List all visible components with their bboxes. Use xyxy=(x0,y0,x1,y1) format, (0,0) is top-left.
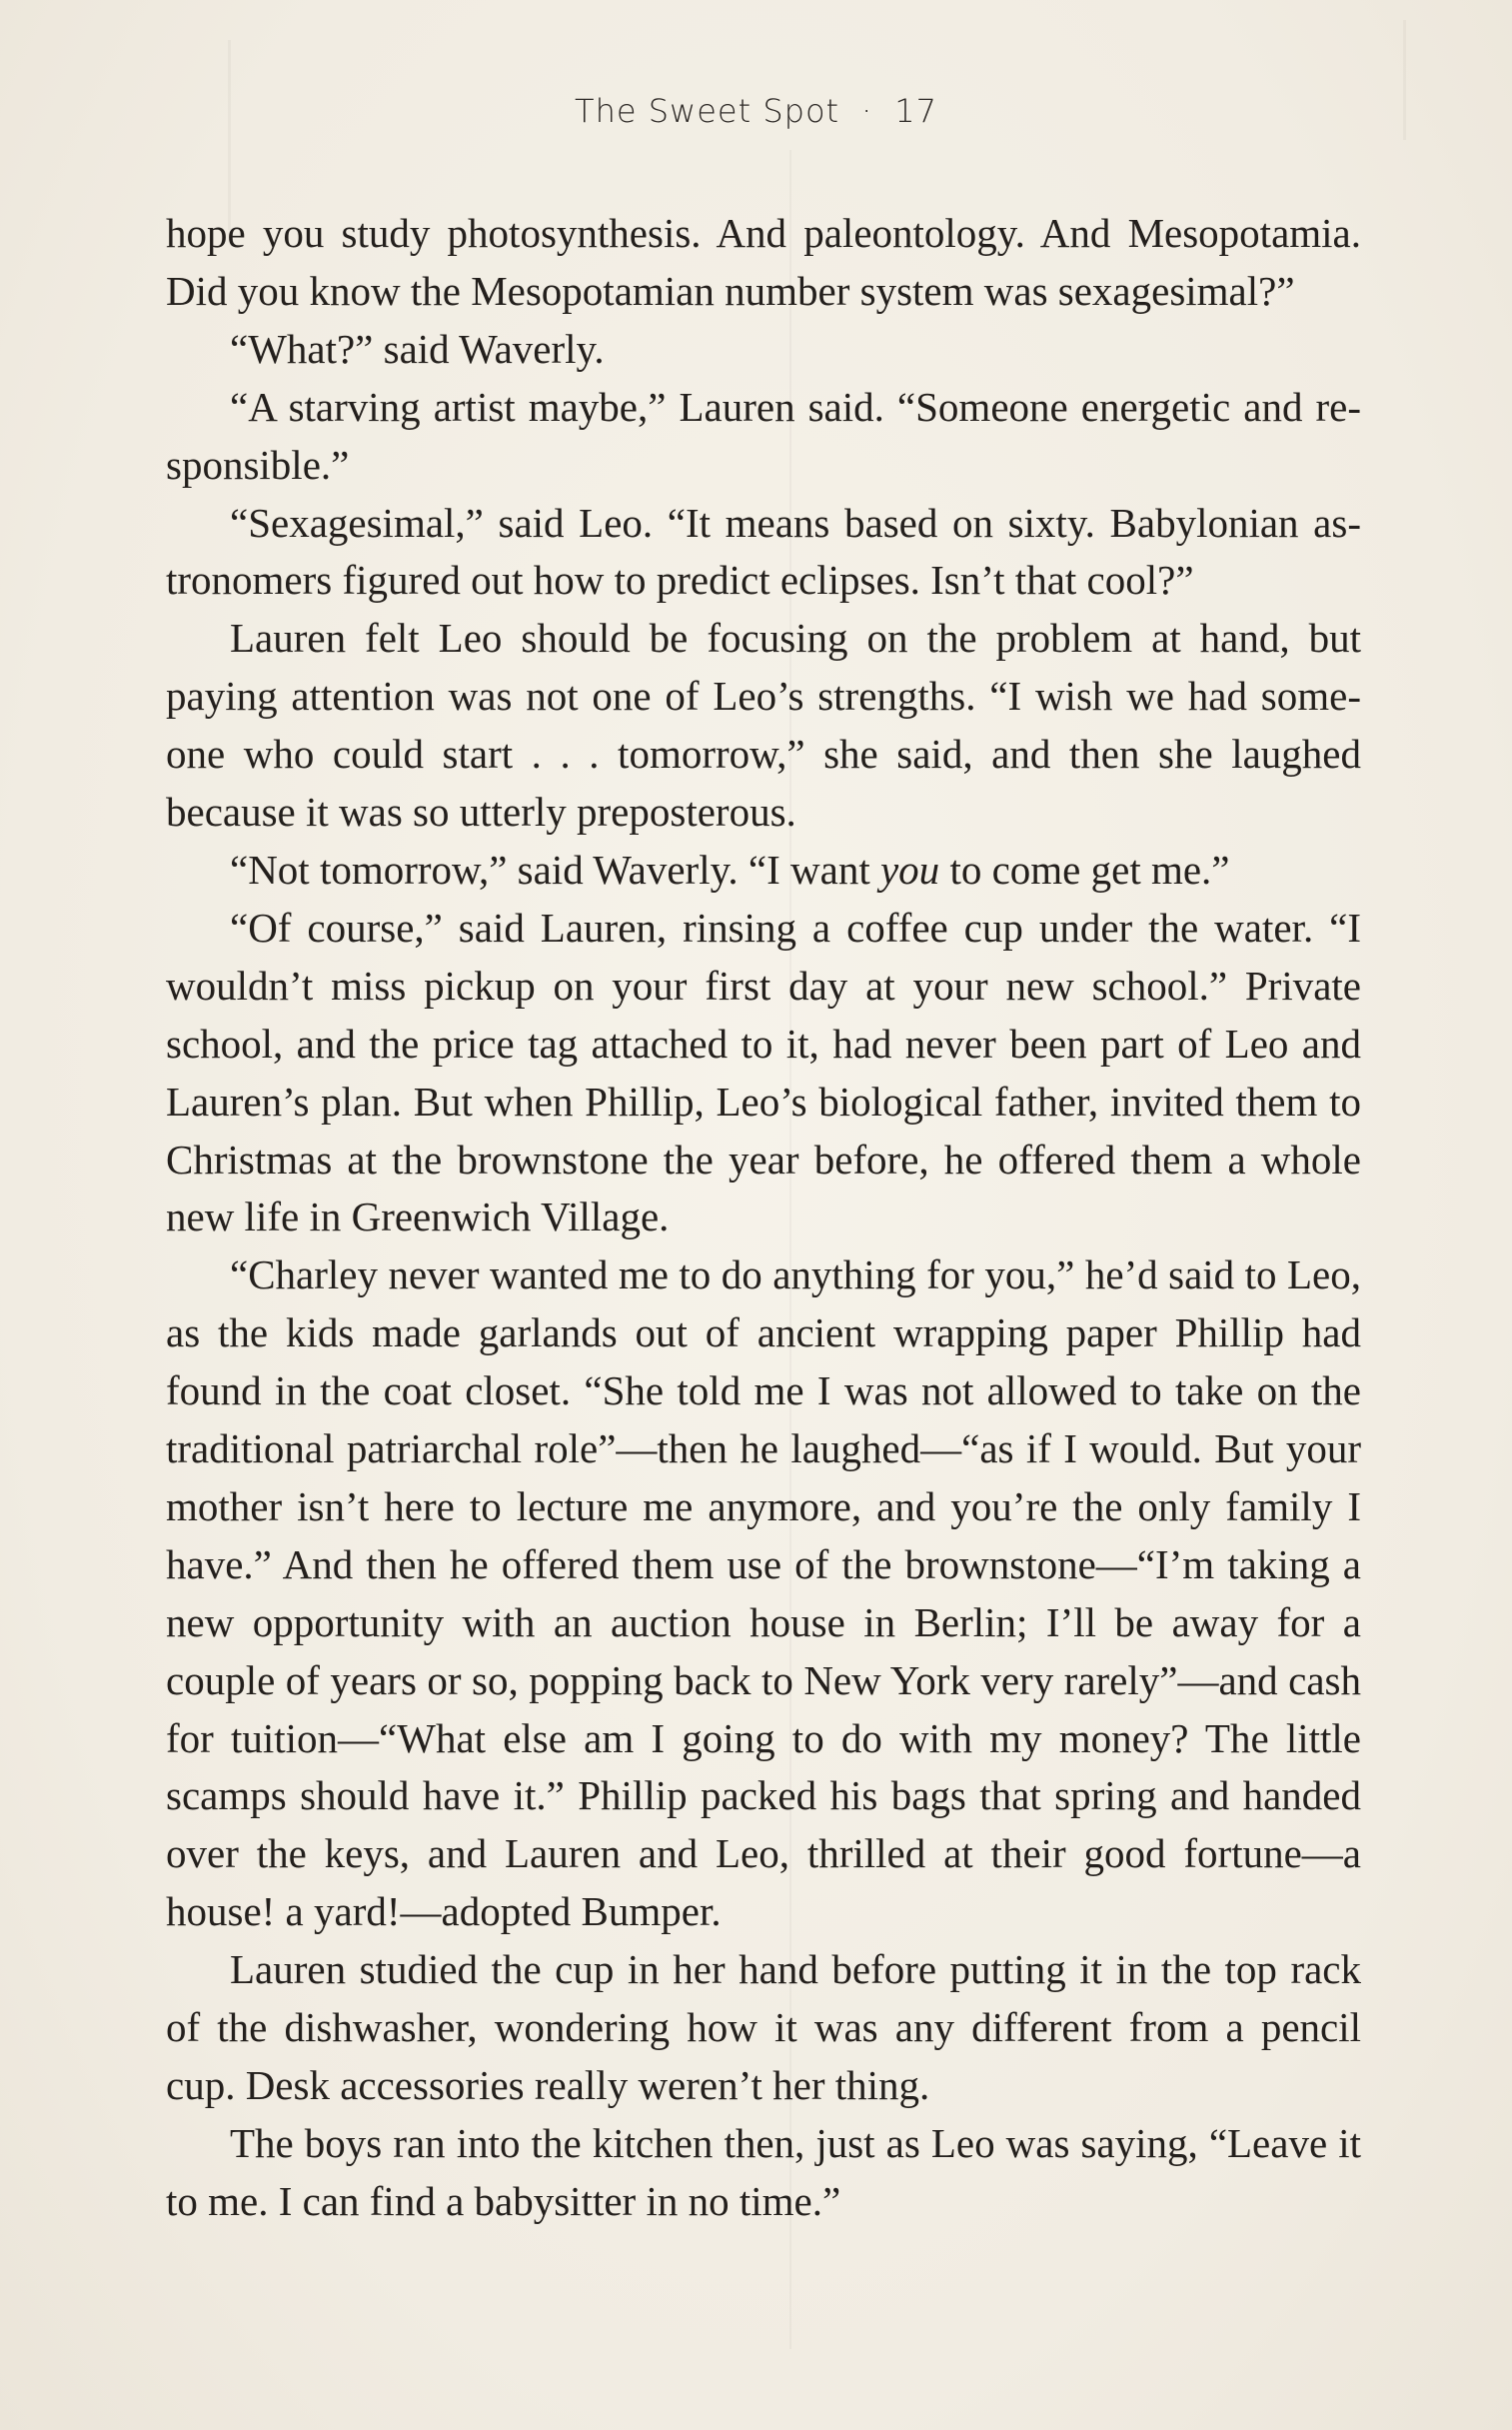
paragraph-text: “Not tomorrow,” said Waverly. “I want xyxy=(230,846,880,893)
running-head xyxy=(0,92,1512,130)
paragraph: “Charley never wanted me to do anything for you,” he’d said to Leo, as the kids made garlands out of ancient wrapping paper Phillip had found in the coat closet. “She told me I was not allowed to take on the traditional patriarchal role”—then he laughed—“as if I would. But your mother isn’t here to lecture me anymore, and you’re the only family I have.” And then he offered them use of the brownstone—“I’m taking a new opportunity with an auction house in Berlin; I’ll be away for a couple of years or so, popping back to New York very rarely”—and cash for tuition—“What else am I going to do with my money? The little scamps should have it.” Phillip packed his bags that spring and handed over the keys, and Lauren and Leo, thrilled at their good fortune—a house! a yard!—adopted Bumper. xyxy=(166,1251,1361,1935)
paragraph: “Of course,” said Lauren, rinsing a coffee cup under the water. “I wouldn’t miss pickup on your first day at your new school.” Private school, and the price tag attached to it, had never been part of Leo and Lauren’s plan. But when Phillip, Leo’s biological father, invited them to Christmas at the brownstone the year before, he offered them a whole new life in Greenwich Village. xyxy=(166,904,1361,1240)
paragraph-text: to come get me.” xyxy=(939,846,1230,893)
paragraph: “What?” said Waverly. xyxy=(230,325,605,372)
paragraph: “A starving artist maybe,” Lauren said. “Someone energetic and responsible.” xyxy=(166,383,1361,488)
separator-dot: · xyxy=(861,92,873,130)
paragraph: Lauren studied the cup in her hand before putting it in the top rack of the dishwasher, wondering how it was any different from a pencil cup. Desk accessories really weren’t her thing. xyxy=(166,1946,1361,2108)
show-through-mark xyxy=(228,40,231,230)
paragraph: Lauren felt Leo should be focusing on the problem at hand, but paying attention was not one of Leo’s strengths. “I wish we had someone who could start . . . tomorrow,” she said, and then she laughed because it was so utterly preposterous. xyxy=(166,615,1361,836)
emphasis-text: you xyxy=(879,846,940,893)
body-text xyxy=(166,205,1361,2231)
paragraph: The boys ran into the kitchen then, just as Leo was saying, “Leave it to me. I can find a babysitter in no time.” xyxy=(166,2119,1361,2224)
page-number: 17 xyxy=(894,92,937,130)
paragraph: “Sexagesimal,” said Leo. “It means based on sixty. Babylonian astronomers figured out how to predict eclipses. Isn’t that cool?” xyxy=(166,499,1361,604)
paragraph xyxy=(166,842,1361,900)
book-title: The Sweet Spot xyxy=(575,92,840,130)
paragraph: hope you study photosynthesis. And paleontology. And Mesopotamia. Did you know the Mesopotamian number system was sexagesimal?” xyxy=(166,210,1361,314)
